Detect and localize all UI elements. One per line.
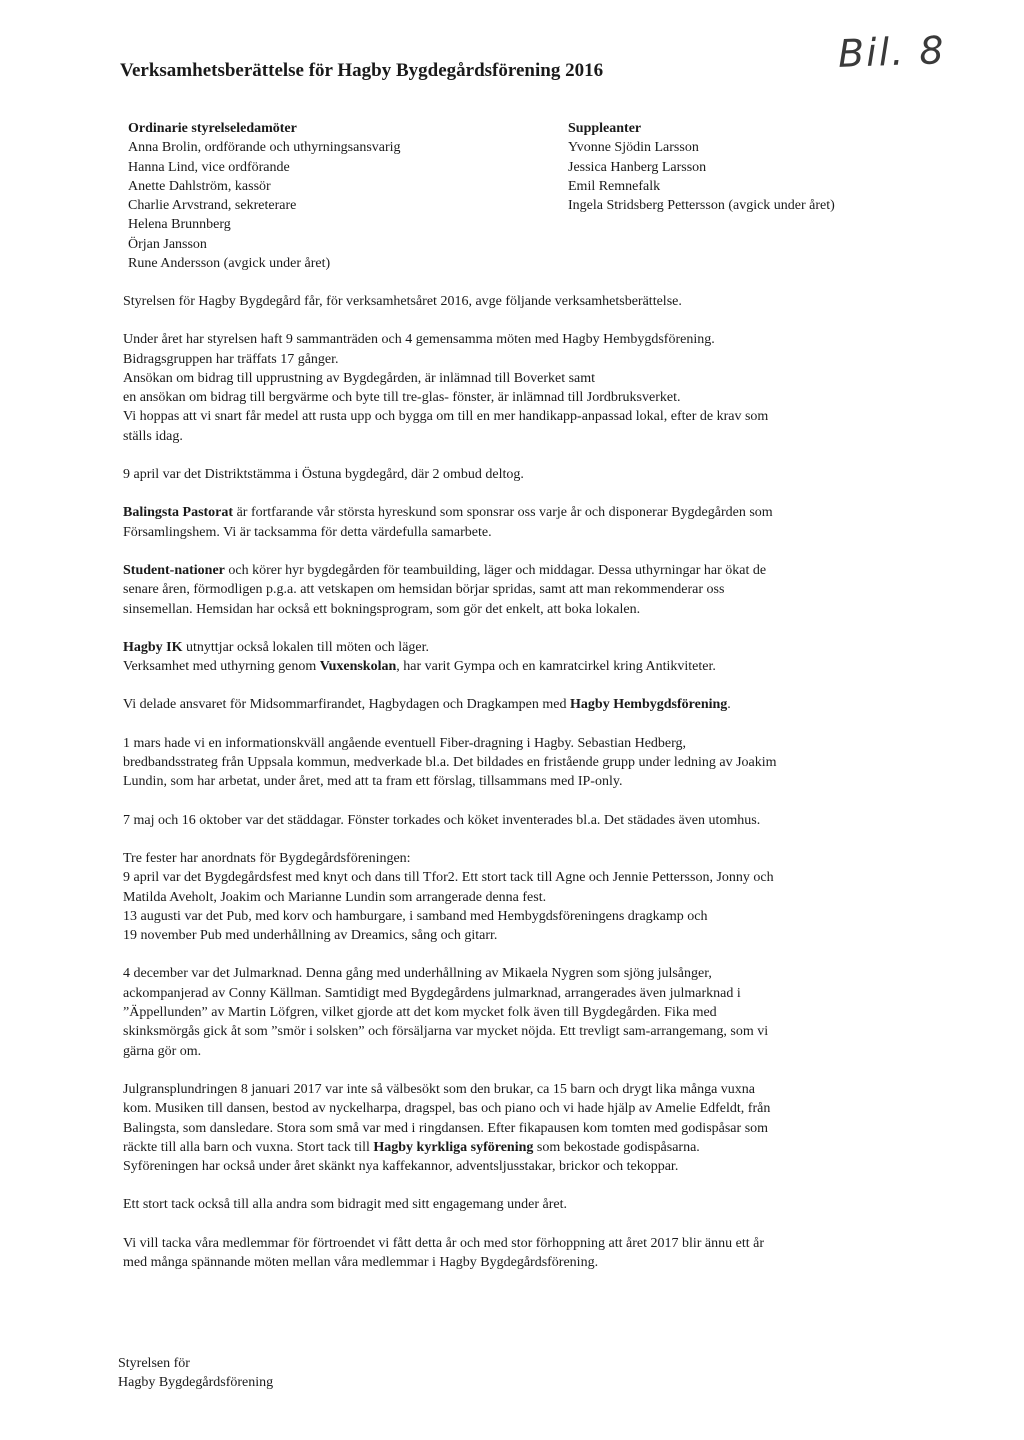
signature-line: Styrelsen för — [118, 1356, 190, 1371]
hagby-ik-line — [123, 638, 923, 657]
vuxenskolan-suffix: , har varit Gympa och en kamratcirkel kring Antikviteter. — [396, 659, 716, 675]
meetings-line: Bidragsgruppen har träffats 17 gånger. — [123, 351, 339, 367]
christmas-market-paragraph — [123, 964, 923, 1060]
deputy-member: Ingela Stridsberg Pettersson (avgick under året) — [568, 198, 835, 214]
board-member: Anette Dahlström, kassör — [128, 178, 271, 194]
thanks-line: Ett stort tack också till alla andra som bidragit med sitt engagemang under året. — [123, 1197, 567, 1213]
midsommar-suffix: . — [727, 697, 731, 713]
parties-line: Matilda Aveholt, Joakim och Marianne Lundin som arrangerade denna fest. — [123, 889, 547, 905]
parties-line: 19 november Pub med underhållning av Dreamics, sång och gitarr. — [123, 928, 498, 944]
julgran-prefix: räckte till alla barn och vuxna. Stort tack till — [123, 1139, 374, 1155]
hagby-ik-text: utnyttjar också lokalen till möten och läger. — [182, 639, 430, 655]
christmas-market-line: gärna gör om. — [123, 1043, 202, 1059]
board-member: Helena Brunnberg — [128, 217, 231, 233]
hagby-ik-paragraph — [123, 638, 923, 677]
julgran-line: Julgransplundringen 8 januari 2017 var inte så välbesökt som den brukar, ca 15 barn och drygt lika många vuxna — [123, 1081, 755, 1097]
deputies-section — [568, 119, 835, 215]
thanks-paragraph — [123, 1195, 923, 1214]
midsommar-prefix: Vi delade ansvaret för Midsommarfirandet, Hagbydagen och Dragkampen med — [123, 697, 571, 713]
christmas-market-line: ”Äppellunden” av Martin Löfgren, vilket gjorde att det kom mycket folk även till Bygdegården. Fika med — [123, 1005, 717, 1021]
deputy-member: Yvonne Sjödin Larsson — [568, 140, 699, 156]
deputy-member: Emil Remnefalk — [568, 178, 661, 194]
board-member: Rune Andersson (avgick under året) — [128, 256, 331, 272]
balingsta-name: Balingsta Pastorat — [123, 505, 234, 521]
vuxenskolan-name: Vuxenskolan — [319, 659, 397, 675]
hembygdsforening-name: Hagby Hembygdsförening — [570, 697, 728, 713]
meetings-line: Vi hoppas att vi snart får medel att rusta upp och bygga om till en mer handikapp-anpassad lokal, efter de krav som — [123, 409, 769, 425]
board-members-section — [128, 119, 401, 273]
christmas-market-line: ackompanjerad av Conny Källman. Samtidigt med Bygdegårdens julmarknad, arrangerades även julmarknad i — [123, 985, 741, 1001]
balingsta-paragraph — [123, 503, 923, 542]
syforening-name: Hagby kyrkliga syförening — [373, 1139, 534, 1155]
handwritten-attachment-note: Bil. 8 — [837, 28, 947, 76]
cleaning-paragraph — [123, 811, 923, 830]
signature-line: Hagby Bygdegårdsförening — [118, 1375, 274, 1391]
student-text: och körer hyr bygdegården för teambuilding, läger och middagar. Dessa uthyrningar har ökat de — [224, 562, 767, 578]
christmas-market-line: 4 december var det Julmarknad. Denna gång med underhållning av Mikaela Nygren som sjöng julsånger, — [123, 966, 712, 982]
meetings-line: Ansökan om bidrag till upprustning av Bygdegården, är inlämnad till Boverket samt — [123, 370, 596, 386]
julgran-suffix: som bekostade godispåsarna. — [533, 1139, 700, 1155]
parties-line: 9 april var det Bygdegårdsfest med knyt och dans till Tfor2. Ett stort tack till Agne och Jennie Pettersson, Jonny och — [123, 870, 774, 886]
document-title: Verksamhetsberättelse för Hagby Bygdegårdsförening 2016 — [120, 60, 604, 81]
intro-paragraph — [123, 292, 923, 311]
hagby-ik-name: Hagby IK — [123, 639, 183, 655]
meetings-line: Under året har styrelsen haft 9 sammanträden och 4 gemensamma möten med Hagby Hembygdsförening. — [123, 332, 715, 348]
student-paragraph — [123, 561, 923, 619]
signature-block — [118, 1354, 273, 1393]
board-member: Charlie Arvstrand, sekreterare — [128, 198, 297, 214]
julgran-paragraph — [123, 1080, 923, 1176]
closing-paragraph — [123, 1234, 923, 1273]
vuxenskolan-line — [123, 657, 923, 676]
meetings-line: en ansökan om bidrag till bergvärme och byte till tre-glas- fönster, är inlämnad till Jordbruksverket. — [123, 390, 681, 406]
balingsta-text: är fortfarande vår största hyreskund som sponsrar oss varje år och disponerar Bygdegården som — [233, 505, 773, 521]
board-heading: Ordinarie styrelseledamöter — [128, 121, 297, 136]
closing-line: med många spännande möten mellan våra medlemmar i Hagby Bygdegårdsförening. — [123, 1254, 599, 1270]
julgran-line: Balingsta, som dansledare. Stora som små var med i ringdansen. Efter fikapausen kom tomten med godispåsar som — [123, 1120, 769, 1136]
parties-paragraph — [123, 849, 923, 945]
report-body — [123, 292, 923, 1291]
board-member: Örjan Jansson — [128, 236, 207, 252]
parties-line: 13 augusti var det Pub, med korv och hamburgare, i samband med Hembygdsföreningens dragkamp och — [123, 908, 708, 924]
balingsta-line — [123, 503, 923, 522]
fiber-line: 1 mars hade vi en informationskväll angående eventuell Fiber-dragning i Hagby. Sebastian Hedberg, — [123, 735, 687, 751]
parties-line: Tre fester har anordnats för Bygdegårdsföreningen: — [123, 850, 411, 866]
deputies-heading: Suppleanter — [568, 121, 642, 136]
julgran-line: Syföreningen har också under året skänkt nya kaffekannor, adventsljusstakar, brickor och tekoppar. — [123, 1159, 679, 1175]
julgran-line: kom. Musiken till dansen, bestod av nyckelharpa, dragspel, bas och piano och vi hade hjälp av Amelie Edfeldt, från — [123, 1101, 771, 1117]
christmas-market-line: skinksmörgås gick åt som ”smör i solsken” och försäljarna var mycket nöjda. Ett trevligt sam-arrangemang, som vi — [123, 1024, 769, 1040]
julgran-line — [123, 1138, 923, 1157]
deputy-member: Jessica Hanberg Larsson — [568, 159, 707, 175]
district-line: 9 april var det Distriktstämma i Östuna bygdegård, där 2 ombud deltog. — [123, 467, 524, 483]
closing-line: Vi vill tacka våra medlemmar för förtroendet vi fått detta år och med stor förhoppning att året 2017 blir ännu ett år — [123, 1235, 764, 1251]
student-nations-name: Student-nationer — [123, 562, 225, 578]
cleaning-line: 7 maj och 16 oktober var det städdagar. Fönster torkades och köket inventerades bl.a. Det städades även utomhus. — [123, 812, 761, 828]
midsommar-paragraph — [123, 695, 923, 714]
fiber-paragraph — [123, 734, 923, 792]
vuxenskolan-prefix: Verksamhet med uthyrning genom — [123, 659, 320, 675]
district-paragraph — [123, 465, 923, 484]
fiber-line: bredbandsstrateg från Uppsala kommun, medverkade bl.a. Det bildades en fristående grupp under ledning av Joakim — [123, 755, 777, 771]
fiber-line: Lundin, som har arbetat, under året, med att ta fram ett förslag, tillsammans med IP-only. — [123, 774, 623, 790]
balingsta-line: Församlingshem. Vi är tacksamma för detta värdefulla samarbete. — [123, 524, 492, 540]
board-member: Anna Brolin, ordförande och uthyrningsansvarig — [128, 140, 401, 156]
meetings-line: ställs idag. — [123, 428, 183, 444]
meetings-paragraph — [123, 330, 923, 446]
board-member: Hanna Lind, vice ordförande — [128, 159, 290, 175]
intro-line: Styrelsen för Hagby Bygdegård får, för verksamhetsåret 2016, avge följande verksamhetsberättelse. — [123, 294, 682, 309]
midsommar-line — [123, 695, 923, 714]
student-line — [123, 561, 923, 580]
student-line: senare åren, förmodligen p.g.a. att vetskapen om hemsidan börjar spridas, samt att man rekommenderar oss — [123, 582, 725, 598]
student-line: sinsemellan. Hemsidan har också ett bokningsprogram, som gör det enkelt, att boka lokalen. — [123, 601, 641, 617]
